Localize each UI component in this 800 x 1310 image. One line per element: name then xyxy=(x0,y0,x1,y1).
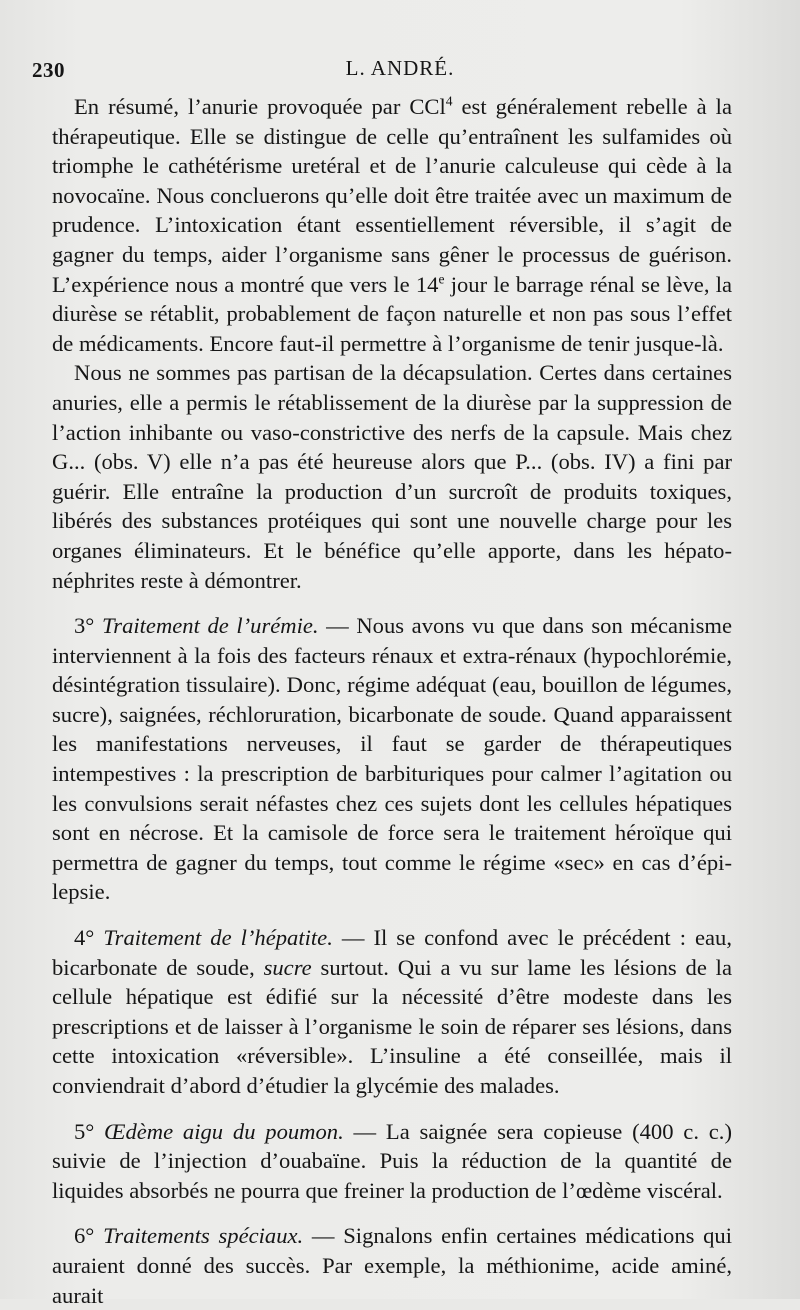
section-title: Œdème aigu du poumon. xyxy=(104,1118,344,1144)
section-uremia: 3° Traitement de l’urémie. — Nous avons vu que dans son mécanisme interviennent à la fois des facteurs rénaux et extra-rénaux (hypochlorémie, désintégration tissulaire). Donc, régime adéquat (eau, bouillon de légumes, sucre), saignées, réchloruration, bicarbonate de soude. Quand apparaissent les manifestations nerveuses, il faut se garder de thérapeutiques intempestives : la prescription de barbituriques pour calmer l’agitation ou les convulsions serait néfastes chez ces sujets dont les cellules hépatiques sont en nécrose. Et la camisole de force sera le traitement héroïque qui permettra de gagner du temps, tout comme le régime «sec» en cas d’épilepsie. xyxy=(52,613,732,905)
section-number: 5° xyxy=(74,1118,95,1144)
body-text xyxy=(52,92,732,1310)
section-number: 3° xyxy=(74,613,95,639)
page-header xyxy=(0,52,800,92)
section-number: 4° xyxy=(74,925,95,951)
section-hepatitis: 4° Traitement de l’hépatite. — Il se confond avec le précédent : eau, bicarbonate de soude, sucre surtout. Qui a vu sur lame les lésions de la cellule hépatique est édifié sur la nécessité d’être modeste dans les prescriptions et de laisser à l’organisme le soin de réparer ses lésions, dans cette intoxication «réversible». L’insuline a été conseillée, mais il conviendrait d’abord d’étudier la glycémie des malades. xyxy=(52,925,732,1098)
section-title: Traitement de l’urémie. xyxy=(101,613,319,639)
section-title: Traitement de l’hépatite. xyxy=(103,925,333,951)
page-number: 230 xyxy=(32,58,65,82)
running-head: L. ANDRÉ. xyxy=(345,56,455,80)
paragraph-summary: En résumé, l’anurie provoquée par CCl$^4$ est généralement rebelle à la thérapeutique. Elle se distingue de celle qu’entraînent les sulfamides où triomphe le cathétérisme uretéral et de l’anurie calculeuse qui cède à la novocaïne. Nous concluerons qu’elle doit être traitée avec un maximum de prudence. L’intoxication étant essentiellement réversible, il s’agit de gagner du temps, aider l’organisme sans gêner le processus de guérison. L’expérience nous a montré que vers le 14e jour le barrage rénal se lève, la diurèse se rétablit, probablement de façon naturelle et non pas sous l’effet de médicaments. Encore faut-il permettre à l’organisme de tenir jusque-là. xyxy=(52,93,733,356)
paragraph-decapsulation: Nous ne sommes pas partisan de la décapsulation. Certes dans certaines anuries, elle a permis le rétablissement de la diurèse par la suppression de l’action inhibante ou vaso-constrictive des nerfs de la capsule. Mais chez G... (obs. V) elle n’a pas été heureuse alors que P... (obs. IV) a fini par guérir. Elle entraîne la production d’un surcroît de produits toxiques, libérés des substances protéiques qui sont une nouvelle charge pour les organes éliminateurs. Et le bénéfice qu’elle apporte, dans les hépatonéphrites reste à démontrer. xyxy=(52,360,732,593)
section-title: Traitements spéciaux. xyxy=(103,1223,304,1249)
section-number: 6° xyxy=(74,1223,95,1249)
section-lung-edema: 5° Œdème aigu du poumon. — La saignée sera copieuse (400 c. c.) suivie de l’injection d’ouabaïne. Puis la réduction de la quantité de liquides absorbés ne pourra que freiner la production de l’œdème viscéral. xyxy=(52,1118,732,1203)
section-special-treatments: 6° Traitements spéciaux. — Signalons enfin certaines médications qui auraient donné des succès. Par exemple, la méthionime, acide aminé, aurait xyxy=(52,1223,732,1308)
